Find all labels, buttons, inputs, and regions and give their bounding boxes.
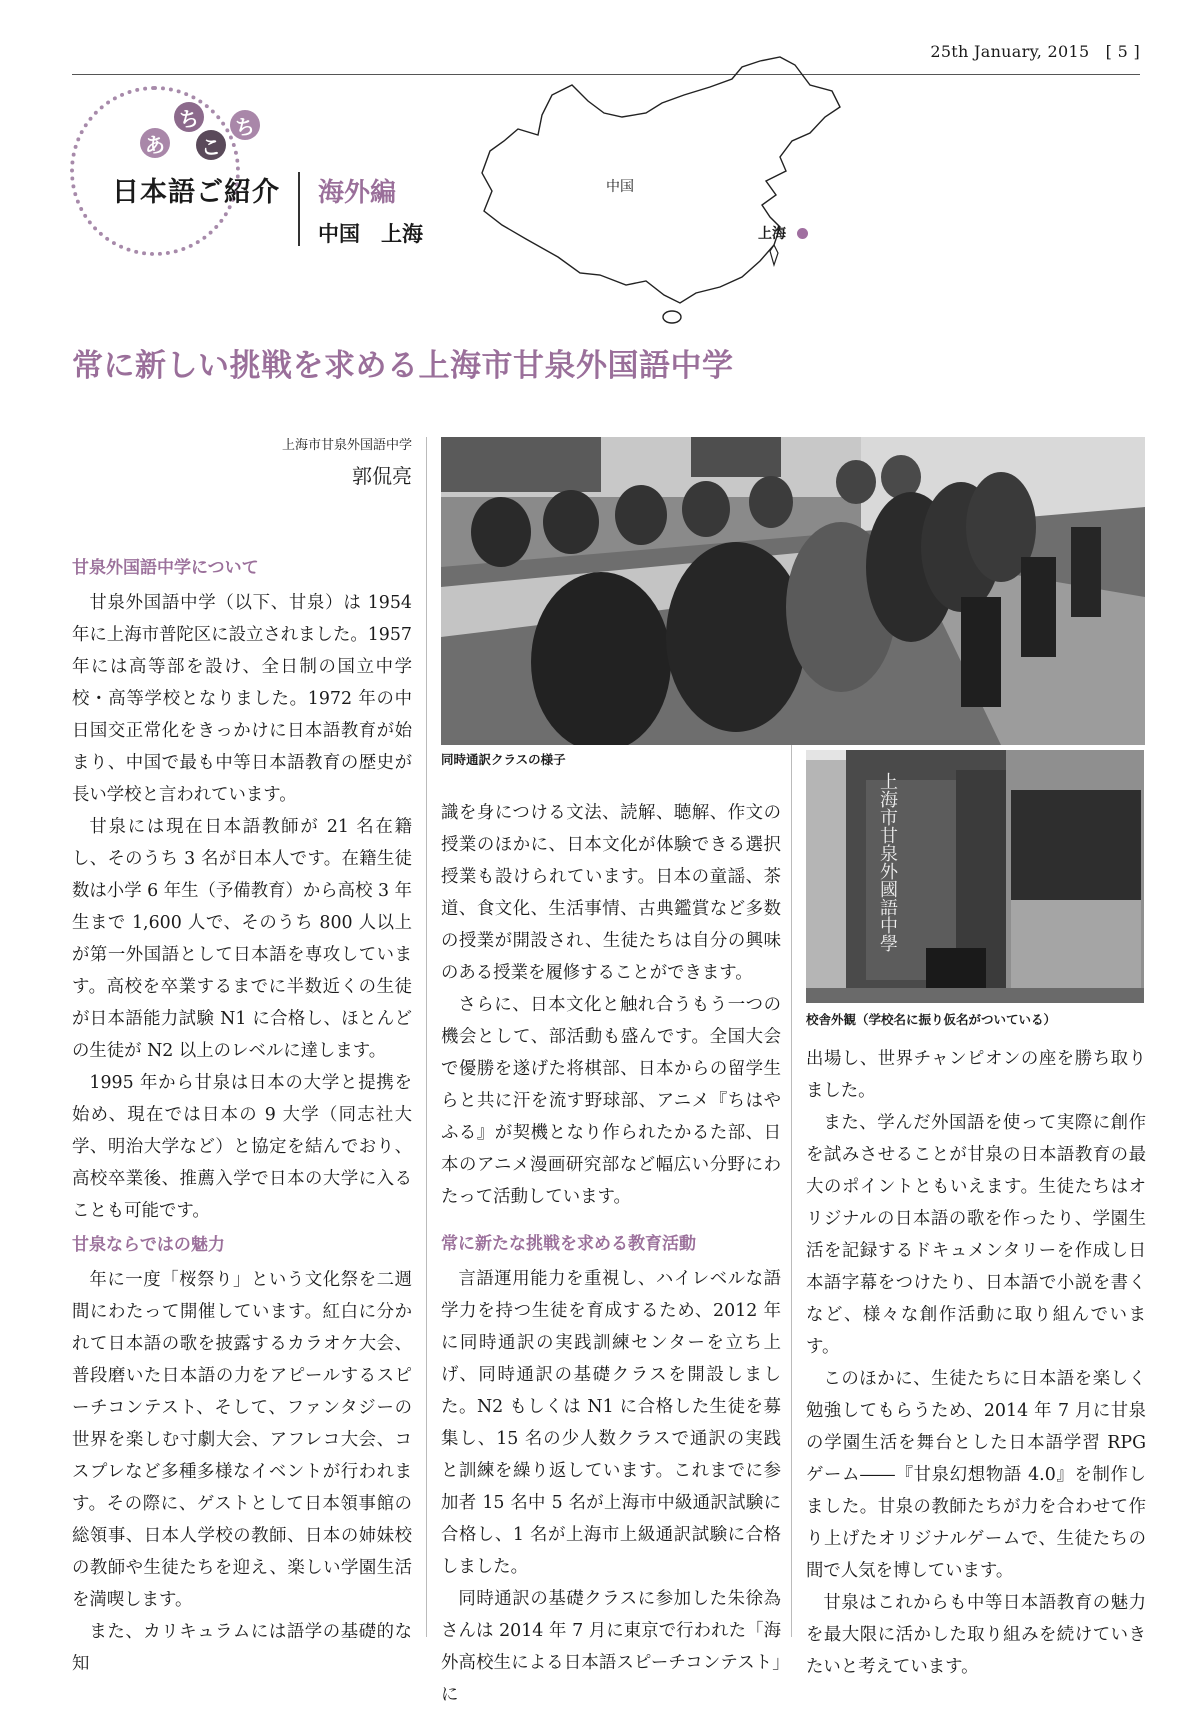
paragraph: 1995 年から甘泉は日本の大学と提携を始め、現在では日本の 9 大学（同志社大学、明治大学など）と協定を結んでおり、高校卒業後、推薦入学で日本の大学に入ることも可能です。	[72, 1073, 412, 1221]
section-heading: 甘泉外国語中学について	[72, 558, 259, 578]
china-map	[480, 55, 900, 337]
paragraph: また、カリキュラムには語学の基礎的な知	[72, 1622, 412, 1674]
paragraph: 識を身につける文法、読解、聴解、作文の授業のほかに、日本文化が体験できる選択授業も設けられています。日本の童謡、茶道、食文化、生活事情、古典鑑賞など多数の授業が開設され、生徒たちは自分の興味のある授業を履修することができます。	[441, 803, 781, 983]
section-heading: 常に新たな挑戦を求める教育活動	[441, 1234, 696, 1254]
map-city-label: 上海	[758, 226, 786, 242]
section-curriculum-continued	[441, 797, 781, 1213]
byline-school: 上海市甘泉外国語中学	[281, 438, 412, 453]
page-date-and-number	[930, 42, 1140, 61]
column-rule-2	[791, 745, 792, 1637]
hainan-island	[663, 311, 681, 323]
school-building-photo	[806, 750, 1144, 1003]
school-photo-caption: 校舎外観（学校名に振り仮名がついている）	[806, 1012, 1057, 1027]
section-heading: 甘泉ならではの魅力	[72, 1235, 225, 1255]
classroom-photo-caption: 同時通訳クラスの様子	[441, 752, 566, 767]
shanghai-marker-icon	[797, 228, 808, 239]
paragraph: 言語運用能力を重視し、ハイレベルな語学力を持つ生徒を育成するため、2012 年に同時通訳の実践訓練センターを立ち上げ、同時通訳の基礎クラスを開設しました。N2 もしくは N1 に合格した生徒を募集し、15 名の少人数クラスで通訳の実践と訓練を繰り返しています。これまでに参加者 15 名中 5 名が上海市中級通訳試験に合格し、1 名が上海市上級通訳試験に合格しました。	[441, 1269, 781, 1577]
section-unique-appeal	[72, 1230, 412, 1680]
corner-divider	[298, 172, 300, 246]
corner-kana-a: あ	[140, 128, 170, 158]
paragraph: このほかに、生徒たちに日本語を楽しく勉強してもらうため、2014 年 7 月に甘泉の学園生活を舞台とした日本語学習 RPG ゲーム――『甘泉幻想物語 4.0』を制作しました。甘泉の教師たちが力を合わせて作り上げたオリジナルゲームで、生徒たちの間で人気を博しています。	[806, 1369, 1146, 1581]
section-closing	[806, 1043, 1146, 1683]
china-outline	[482, 57, 840, 303]
paragraph: また、学んだ外国語を使って実際に創作を試みさせることが甘泉の日本語教育の最大のポイントともいえます。生徒たちはオリジナルの日本語の歌を作ったり、学園生活を記録するドキュメンタリーを作成し日本語字幕をつけたり、日本語で小説を書くなど、様々な創作活動に取り組んでいます。	[806, 1113, 1146, 1357]
byline-author: 郭侃亮	[352, 464, 412, 488]
issue-date: 25th January, 2015	[930, 42, 1090, 61]
paragraph: 甘泉外国語中学（以下、甘泉）は 1954 年に上海市普陀区に設立されました。1957 年には高等部を設け、全日制の国立中学校・高等学校となりました。1972 年の中日国交正常化をきっかけに日本語教育が始まり、中国で最も中等日本語教育の歴史が長い学校と言われています。	[72, 593, 412, 805]
classroom-photo	[441, 437, 1145, 745]
corner-kana-ko: こ	[196, 130, 226, 160]
page-number: [ 5 ]	[1105, 42, 1140, 61]
column-rule-1	[426, 437, 427, 1637]
article-headline: 常に新しい挑戦を求める上海市甘泉外国語中学	[72, 348, 734, 384]
paragraph: 年に一度「桜祭り」という文化祭を二週間にわたって開催しています。紅白に分かれて日本語の歌を披露するカラオケ大会、普段磨いた日本語の力をアピールするスピーチコンテスト、そして、ファンタジーの世界を楽しむ寸劇大会、アフレコ大会、コスプレなど多種多様なイベントが行われます。その際に、ゲストとして日本領事館の総領事、日本人学校の教師、日本の姉妹校の教師や生徒たちを迎え、楽しい学園生活を満喫します。	[72, 1270, 412, 1610]
paragraph: 甘泉には現在日本語教師が 21 名在籍し、そのうち 3 名が日本人です。在籍生徒数は小学 6 年生（予備教育）から高校 3 年生まで 1,600 人で、そのうち 800 人以上が第一外国語として日本語を専攻しています。高校を卒業するまでに半数近くの生徒が日本語能力試験 N1 に合格し、ほとんどの生徒が N2 以上のレベルに達します。	[72, 817, 412, 1061]
paragraph: 甘泉はこれからも中等日本語教育の魅力を最大限に活かした取り組みを続けていきたいと考えています。	[806, 1593, 1146, 1677]
paragraph: さらに、日本文化と触れ合うもう一つの機会として、部活動も盛んです。全国大会で優勝を遂げた将棋部、日本からの留学生らと共に汗を流す野球部、アニメ『ちはやふる』が契機となり作られたかるた部、日本のアニメ漫画研究部など幅広い分野にわたって活動しています。	[441, 995, 781, 1207]
corner-title: 日本語ご紹介	[112, 177, 280, 208]
corner-kana-chi-2: ち	[230, 110, 260, 140]
section-about-school	[72, 553, 412, 1227]
corner-subtitle: 海外編	[318, 178, 397, 208]
corner-kana-chi-1: ち	[174, 102, 204, 132]
paragraph: 同時通訳の基礎クラスに参加した朱徐為さんは 2014 年 7 月に東京で行われた「海外高校生による日本語スピーチコンテスト」に	[441, 1589, 781, 1705]
section-new-challenges	[441, 1229, 781, 1711]
paragraph: 出場し、世界チャンピオンの座を勝ち取りました。	[806, 1049, 1146, 1101]
school-sign-text: 上海市甘泉外國語中學	[877, 772, 898, 952]
corner-location: 中国 上海	[318, 222, 423, 246]
map-country-label: 中国	[606, 179, 634, 195]
